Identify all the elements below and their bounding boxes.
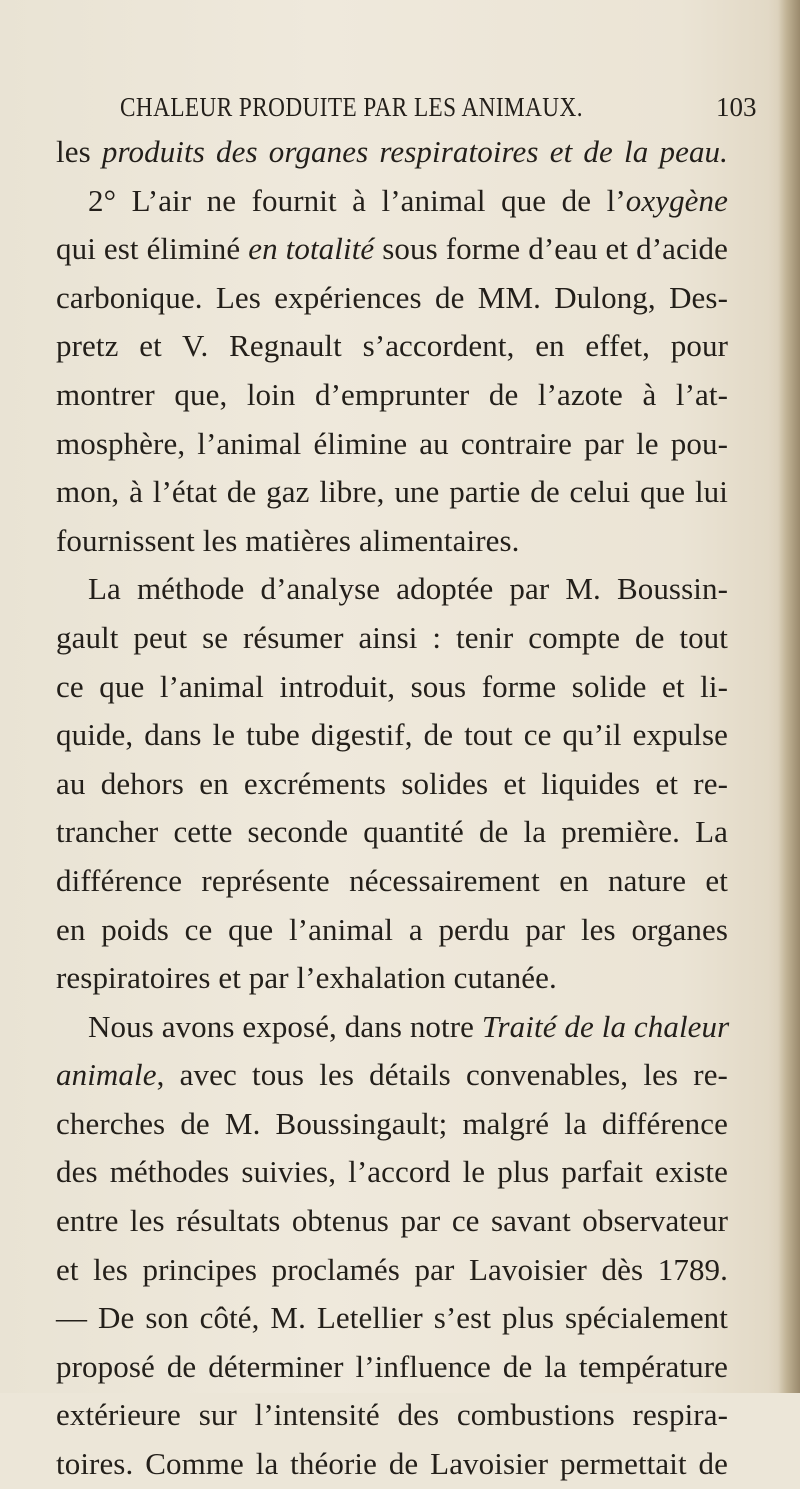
text-line: en poids ce que l’animal a perdu par les organes <box>56 911 728 947</box>
text-line: entre les résultats obtenus par ce savant observateur <box>56 1203 728 1239</box>
page-edge-shadow <box>778 0 800 1393</box>
text-line: animale, avec tous les détails convenables, les re- <box>56 1057 728 1093</box>
text-line: fournissent les matières alimentaires. <box>56 522 520 558</box>
text-line: pretz et V. Regnault s’accordent, en effet, pour <box>56 328 728 364</box>
text-line: carbonique. Les expériences de MM. Dulong, Des- <box>56 279 728 315</box>
text-line: ce que l’animal introduit, sous forme solide et li- <box>56 668 728 704</box>
text-line: Nous avons exposé, dans notre Traité de la chaleur <box>88 1008 730 1044</box>
text-line: La méthode d’analyse adoptée par M. Boussin- <box>88 571 728 607</box>
text-line: respiratoires et par l’exhalation cutanée. <box>56 960 557 996</box>
text-line: les produits des organes respiratoires et de la peau. <box>56 134 728 169</box>
text-line: — De son côté, M. Letellier s’est plus spécialement <box>56 1300 728 1336</box>
page-number: 103 <box>716 92 757 122</box>
body-text <box>56 128 728 1489</box>
text-line: des méthodes suivies, l’accord le plus parfait existe <box>56 1154 728 1190</box>
text-line: montrer que, loin d’emprunter de l’azote à l’at- <box>56 376 728 412</box>
text-line: quide, dans le tube digestif, de tout ce qu’il expulse <box>56 717 728 753</box>
text-line: toires. Comme la théorie de Lavoisier permettait de <box>56 1446 728 1482</box>
text-line: trancher cette seconde quantité de la première. La <box>56 814 728 850</box>
text-line: proposé de déterminer l’influence de la température <box>56 1348 728 1384</box>
text-line: mosphère, l’animal élimine au contraire par le pou- <box>56 425 728 461</box>
text-line: et les principes proclamés par Lavoisier dès 1789. <box>56 1251 728 1287</box>
text-line: extérieure sur l’intensité des combustions respira- <box>56 1397 728 1433</box>
running-head-title: CHALEUR PRODUITE PAR LES ANIMAUX. <box>120 92 583 122</box>
text-line: différence représente nécessairement en nature et <box>56 862 728 898</box>
text-line: mon, à l’état de gaz libre, une partie de celui que lui <box>56 474 728 510</box>
text-line: cherches de M. Boussingault; malgré la différence <box>56 1105 728 1141</box>
text-line: au dehors en excréments solides et liquides et re- <box>56 765 728 801</box>
running-head <box>0 92 800 122</box>
text-line: 2° L’air ne fournit à l’animal que de l’oxygène <box>88 182 728 218</box>
text-line: gault peut se résumer ainsi : tenir compte de tout <box>56 619 728 655</box>
text-line: qui est éliminé en totalité sous forme d’eau et d’acide <box>56 231 729 267</box>
